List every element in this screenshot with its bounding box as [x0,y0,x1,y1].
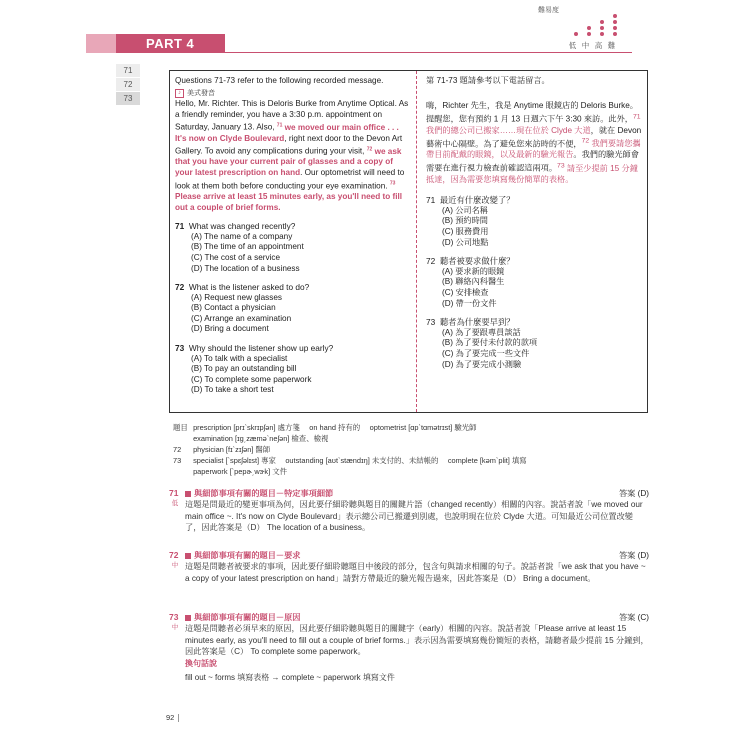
difficulty-dot [613,26,617,30]
clue-text: Please arrive at least 15 minutes early, as you'll need to fill out a couple of brief forms. [175,191,403,212]
level-high: 高 [594,41,603,50]
difficulty-dot [613,20,617,24]
paraphrase-title: 換句話說 [185,658,217,668]
question-stem: 最近有什麼改變了？ [439,195,515,206]
passage-text: , right next door to the Devon Art Gallery. To avoid any complications during your visit, [175,133,403,156]
clue-marker: 72 [581,137,590,145]
vocabulary-list [173,422,633,477]
explanation-body: 這題是問聽者被要求的事項，因此要仔細聆聽題目中後段的部分，包含句與請求相關的句子。說話者說「we ask that you have ~ a copy of your latest prescription on hand」請對方帶最近的驗光報告過來，因此答案是（D） Bring a document。 [185,562,646,583]
question-number: 71 [426,195,436,206]
vocab-label: 72 [173,445,182,454]
option-b: (B) 為了要付未付款的款項 [442,338,538,348]
answer-label: 答案 (D) [618,489,649,498]
option-d: (D) 為了要完成小測驗 [442,359,522,369]
speaker-icon: ♪ [175,89,184,98]
passage-text: 。我們的驗光師會需要在進行視力檢查前確認這兩項。 [426,150,639,174]
difficulty-dot [574,32,578,36]
square-icon [185,491,191,497]
difficulty-dot [587,32,591,36]
english-question-73 [175,343,410,396]
difficulty-dot [613,32,617,36]
accent-row [175,88,410,98]
explanation-body [169,623,649,684]
explanation-body: 這題是問最近的變更事項為何，因此要仔細聆聽與題目的關鍵片語（changed recently）相關的內容。說話者說「we moved our main office ~. It's now on Clyde Boulevard」表示總公司已搬遷到別處，也說明現在位於 Clyde 大道。可知最近公司位置改變了，因此答案是（D） The location of a business。 [185,500,643,533]
level-low: 低 [568,41,577,50]
option-c: (C) 安排檢查 [442,287,489,297]
english-question-71 [175,221,410,274]
vocab-row [173,422,633,433]
option-c: (C) 服務費用 [442,226,489,236]
clue-marker: 71 [276,122,283,129]
option-d[interactable]: (D) Bring a document [191,324,269,334]
category-text: 與細節事項有關的題目－原因 [194,613,301,622]
vocab-row [173,455,633,466]
explanation-number: 71 [169,488,179,498]
chinese-question-72 [426,256,645,309]
question-number: 71 [175,221,185,232]
difficulty-label: 難易度 [538,7,559,14]
level-mid: 中 [581,41,590,50]
option-b: (B) 預約時間 [442,216,488,226]
explanation-text: 這題是問聽者必須早來的原因，因此要仔細聆聽與題目的關鍵字（early）相關的內容。說話者說「Please arrive at least 15 minutes early, as you'll need to fill out a couple of brief forms.」表示因為需要填寫幾份簡短的表格，請聽者最少提前 15 分鐘到，因此答案是（C） To complete some paperwork。 [185,624,649,657]
question-tab-71[interactable]: 71 [116,64,140,77]
vocab-text: physician [fɪˋzɪʃən] 醫師 [193,445,271,454]
clue-text: 我們的總公司已搬家……現在位於 Clyde 大道 [426,125,591,135]
accent-label: 美式發音 [187,90,215,97]
vocab-label: 73 [173,456,182,465]
option-c[interactable]: (C) The cost of a service [191,252,281,262]
option-b: (B) 聯絡內科醫生 [442,277,505,287]
english-intro: Questions 71-73 refer to the following recorded message. [175,76,384,85]
english-passage [175,99,410,213]
clue-text: 我們要請您攜帶目前配戴的眼鏡，以及最新的驗光報告 [426,139,641,160]
answer-label: 答案 (C) [618,613,649,622]
option-d: (D) 公司地點 [442,237,489,247]
chinese-column [418,71,649,414]
clue-text: we moved our main office . . . It's now on Clyde Boulevard [175,122,399,143]
question-number: 73 [426,317,436,328]
category-text: 與細節事項有關的題目－要求 [194,551,301,560]
difficulty-level: 中 [171,562,179,569]
option-a[interactable]: (A) The name of a company [191,231,293,241]
option-d[interactable]: (D) The location of a business [191,263,300,273]
question-number: 73 [175,343,185,354]
explanation-72 [169,550,649,584]
vocab-text: prescription [prɪˋskrɪpʃən] 處方箋 on hand 持有的 optometrist [ɑpˋtɑmətrɪst] 驗光師 [193,423,477,432]
explanation-number: 72 [169,550,179,560]
clue-text: we ask that you have your current pair of glasses and a copy of your latest prescription on hand [175,146,402,178]
column-divider [416,71,417,412]
option-a: (A) 為了要跟專員談話 [442,327,521,337]
textbook-page [116,0,649,750]
level-hard: 難 [607,41,616,50]
header-rule [225,52,632,53]
question-stem: 聽者為什麼要早到？ [439,317,515,328]
paraphrase-text: fill out ~ forms 填寫表格 → complete ~ paperwork 填寫文件 [185,673,395,683]
vocab-label: 題目 [173,423,188,432]
chinese-passage [426,100,645,185]
option-b[interactable]: (B) To pay an outstanding bill [191,364,297,374]
vocab-text: paperwork [ˋpepɚ͵wɝk] 文件 [193,467,287,476]
passage-text: . Our optometrist will need to look at them both before conducting your eye examination. [175,168,405,191]
difficulty-dot [613,14,617,18]
square-icon [185,615,191,621]
difficulty-indicator [538,2,618,52]
explanation-category [185,550,300,562]
question-stem: Why should the listener show up early? [188,343,334,354]
question-box [169,70,648,413]
category-text: 與細節事項有關的題目－特定事項細節 [194,489,334,498]
question-tab-73[interactable]: 73 [116,92,140,105]
difficulty-dot [600,20,604,24]
option-b[interactable]: (B) The time of an appointment [191,242,304,252]
option-a: (A) 公司名稱 [442,205,488,215]
passage-text: 嗨，Richter 先生，我是 Anytime 眼鏡店的 Deloris Burke。提醒您，您有預約 1 月 13 日週六下午 3:30 來訪。此外， [426,101,638,124]
page-number: 92 [166,713,179,722]
part-tab: PART 4 [116,34,225,53]
difficulty-dot [600,26,604,30]
passage-text: ，就在 Devon 藝術中心隔壁。為了避免您來訪時的不便， [426,125,642,149]
option-c: (C) 為了要完成一些文件 [442,348,530,358]
vocab-row [173,444,633,455]
explanation-category [185,612,300,624]
option-a: (A) 要求新的眼鏡 [442,266,505,276]
chinese-question-71 [426,195,645,248]
difficulty-level: 低 [171,500,179,507]
question-tab-72[interactable]: 72 [116,78,140,91]
chinese-question-73 [426,317,645,370]
question-stem: What was changed recently? [188,221,296,232]
difficulty-levels [566,40,618,51]
answer-label: 答案 (D) [618,551,649,560]
vocab-text: specialist [ˋspɛʃəlɪst] 專家 outstanding [aʊtˋstændɪŋ] 未支付的、未結帳的 complete [kəmˋplit] 填寫 [193,456,527,465]
vocab-row [173,466,633,477]
clue-text: 請至少提前 15 分鐘抵達，因為需要您填寫幾份簡單的表格。 [426,164,638,185]
question-number-tabs [116,64,140,106]
vocab-text: examination [ɪg͵zæməˋneʃən] 檢查、檢視 [193,434,329,443]
english-column [170,71,414,414]
question-stem: What is the listener asked to do? [188,282,310,293]
option-d[interactable]: (D) To take a short test [191,385,274,395]
option-c[interactable]: (C) Arrange an examination [191,313,292,323]
explanation-71 [169,488,649,534]
passage-text: Hello, Mr. Richter. This is Deloris Burke from Anytime Optical. As a friendly reminder, you have a 3:30 p.m. appointment on Saturday, January 13. Also, [175,99,409,132]
clue-marker: 73 [389,180,396,187]
difficulty-dot [600,32,604,36]
clue-marker: 73 [557,162,565,170]
square-icon [185,553,191,559]
option-a[interactable]: (A) To talk with a specialist [191,353,288,363]
difficulty-level: 中 [171,624,179,631]
explanation-category [185,488,333,500]
vocab-row [173,433,633,444]
explanation-73 [169,612,649,684]
option-c[interactable]: (C) To complete some paperwork [191,374,312,384]
option-b[interactable]: (B) Contact a physician [191,303,276,313]
english-question-72 [175,282,410,335]
chinese-intro: 第 71-73 題請參考以下電話留言。 [426,76,550,85]
clue-marker: 71 [633,113,641,120]
question-number: 72 [175,282,185,293]
explanation-number: 73 [169,612,179,622]
clue-marker: 72 [366,146,373,153]
question-number: 72 [426,256,436,267]
option-a[interactable]: (A) Request new glasses [191,292,283,302]
option-d: (D) 帶一份文件 [442,298,497,308]
question-stem: 聽者被要求做什麼？ [439,256,515,267]
difficulty-dot [587,26,591,30]
